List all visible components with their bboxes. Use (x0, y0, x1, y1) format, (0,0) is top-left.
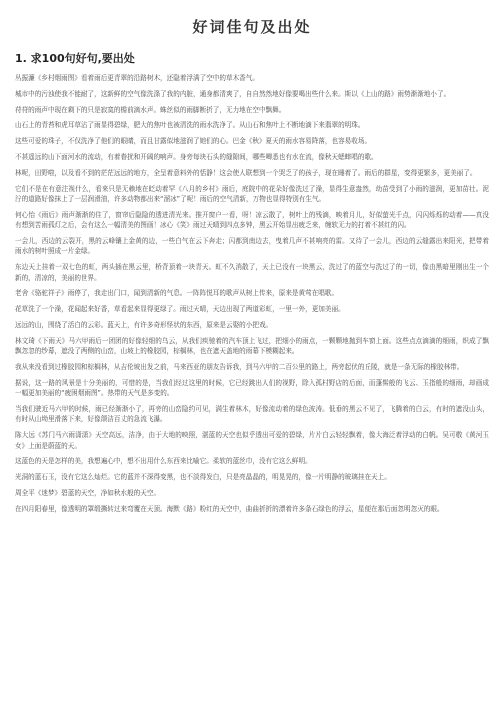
paragraph: 我从来没看到过橡胶园和棕榈林，从吉伦坡出发之前，马来西亚的朋友告诉我，到马六甲的二百公里的路上，两旁起伏的丘陵，就是一条无际的橡胶林带。 (15, 362, 464, 371)
paragraph: 这蓝色的天是怎样的美，我想遍心中，想不出用什么东西来比喻它。柔软的蓝丝巾，没有它这么鲜明。 (15, 457, 312, 466)
paragraph: 苻苻的雨声中现在剩下的只是寂寞的檐前滴水声。蛛丝似的雨脚断折了，无力地在空中飘舞。 (15, 105, 286, 114)
section-heading: 1. 求100句好句,要出处 (15, 52, 135, 65)
paragraph: 据说，这一路的风景是十分美丽的，可惜的是，当我们经过这里的时候，它已经跳出人们的视野，除入孤村野店的后面，而蓬髻般的飞云、玉指般的细雨，却画成一幅更加美丽的“疲困烟雨图”。热带的天气是多变的。 (15, 378, 489, 398)
paragraph: 林呢，田野啦，以及看不到的茫茫远远的地方，全呈着意料外的恬静！这会使人联想到一个哭乏了的孩子，现在睡着了。雨后的群星，变得更繁多，更美丽了。 (15, 168, 477, 177)
paragraph: 一会儿，西边的云裂开，黑的云峰镶上金黄的边，一些白气在云下奔走；闪都到南边去，曳着几声不甚响亮的雷。又待了一会儿，西边的云缝露出来阳光，把带着雨水的树叶照成一片金绿。 (15, 236, 489, 256)
paragraph: 它们不是在有意注视什么，看来只是无赖地在眨动着罕《八月的乡村》雨后，庭院中的花朵好像洗过了澡，显得生意盎然，幼苗受到了小雨的滋润，更加苗壮。泥泞的道路好像抹上了一层润滑油，许多动物都出来“溜冰”了呢！雨后的空气清新，万物也显得特别有生气。 (15, 184, 489, 203)
paragraph: 当我们驶近马六甲的时候，雨已经渐渐小了，再旁的山峦隐约可见，满生着林木，好像流动着的绿色波涛。低垂的黑云不见了，飞腾着的白云，有时的遮没山头，有时从山坳里滑落下来，好像颌洁百丈的急流飞瀑。 (15, 404, 489, 424)
paragraph: 老舍《骆驼祥子》雨停了，我走出门口，闻到清新的气息。一阵阵悦耳的歌声从树上传来，原来是黄莺在唱歌。 (15, 289, 339, 298)
paragraph: 山石上的青苔和虎耳草沾了雨显得碧绿，肥大的焦叶也被清洗的雨水洗净了。从山石和焦叶上不断地滴下来翡翠的明珠。 (15, 121, 365, 130)
paragraph: 陈大远《苏门马六雨潇潇》天空高远，洁净，由于大地的映照，湛蓝的天空也似乎透出可爱的碧绿，片片白云轻轻飘着，像大海泛着浮动的白帆。吴可敬《黄河玉女》上面是蔚蓝的天。 (15, 431, 489, 450)
paragraph: 光洞的蓝石玉，没有它这么灿烂。它的蓝并不深得变黑，也不淡得发白，只是亮晶晶的，明晃晃的，像一片明静的玻璃挂在天上。 (15, 473, 391, 482)
page-title: 好词佳句及出处 (192, 18, 312, 36)
paragraph: 丛振濂《乡村烟雨图》看着雨后更青翠的沿路树木，还隐着浮满了空中的草木香气。 (15, 74, 259, 82)
paragraph: 林文琦《下雨天》马六甲雨后一团团的好像轻细的乌云，从我们疾驰着的汽车顶上飞过，把细小的雨点，一颗颗地抛到车窗上面。这些点点滴滴的细雨，织成了飘飘忽忽的纱幕，遮没了两侧的山峦，山坡上的橡胶园，棕榈林，也在遮天盖地的雨幕下模糊起来。 (15, 336, 489, 356)
article-body (15, 73, 489, 514)
paragraph: 何心怡《雨后》雨声渐渐的住了，窗帘后隐隐的透进清光来。推开窗户一看，呀！凉云散了，树叶上的残滴，映着月儿，好似萤光千点，闪闪烁烁的动着——真没有想到苦雨孤灯之后，会有这么一幅清美的图画！冰心《笑》雨过天晴到四点多钟，黑云开始显出疲乏来，缠软无力的打着不甚红的闪。 (15, 210, 489, 230)
paragraph: 不甚遥远的山下面河水的流动，有着眷扰和开阔的响声。身旁每块石头的缝隙间，哪些唧悉也有水在流，像秋天蟋蟀唱的歌。 (15, 152, 378, 161)
paragraph: 花草洗了一个澡，花闻起来好香，草看起来显得更绿了。雨过天晴，天边出现了两道彩虹，一里一外，更加美丽。 (15, 305, 345, 314)
paragraph: 远远的山，围绕了活白的云彩。蓝天上，有许多奇形怪状的东西，原来是云娶的小把戏。 (15, 320, 273, 329)
paragraph: 周全平《迷梦》碧蓝的天空，净如秋水般的天空。 (15, 488, 161, 497)
paragraph: 这些可爱的珠子，不仅洗净了他们的眼睛，而且甘露似地滋润了她们的心。巴金《秋》夏天的雨水容易降落，也容易收场。 (15, 137, 372, 146)
paragraph: 城市中的污浊使我不能耐了，这新鲜的空气像洗涤了我的内脏，通身都清爽了，自自然然地好像要喝出些什么来。斯以《上山的路》雨势渐渐地小了。 (15, 89, 451, 98)
paragraph: 东边天上挂着一双七色的虹，两头插在黑云里，桥背顶着一块青天。虹不久消散了，天上已没有一块黑云，洗过了的蓝空与洗过了的一切，像由黑暗里刚出生一个新的，清凉的，美丽的世界。 (15, 263, 489, 282)
paragraph: 在四月阳春里，像透明的罩缎撕转过来弯覆在天顶。海默《路》粉红的天空中，曲曲折折的漂着许多条石绿色的浮云，星便在那后面忽明忽灭的眼。 (15, 504, 444, 513)
